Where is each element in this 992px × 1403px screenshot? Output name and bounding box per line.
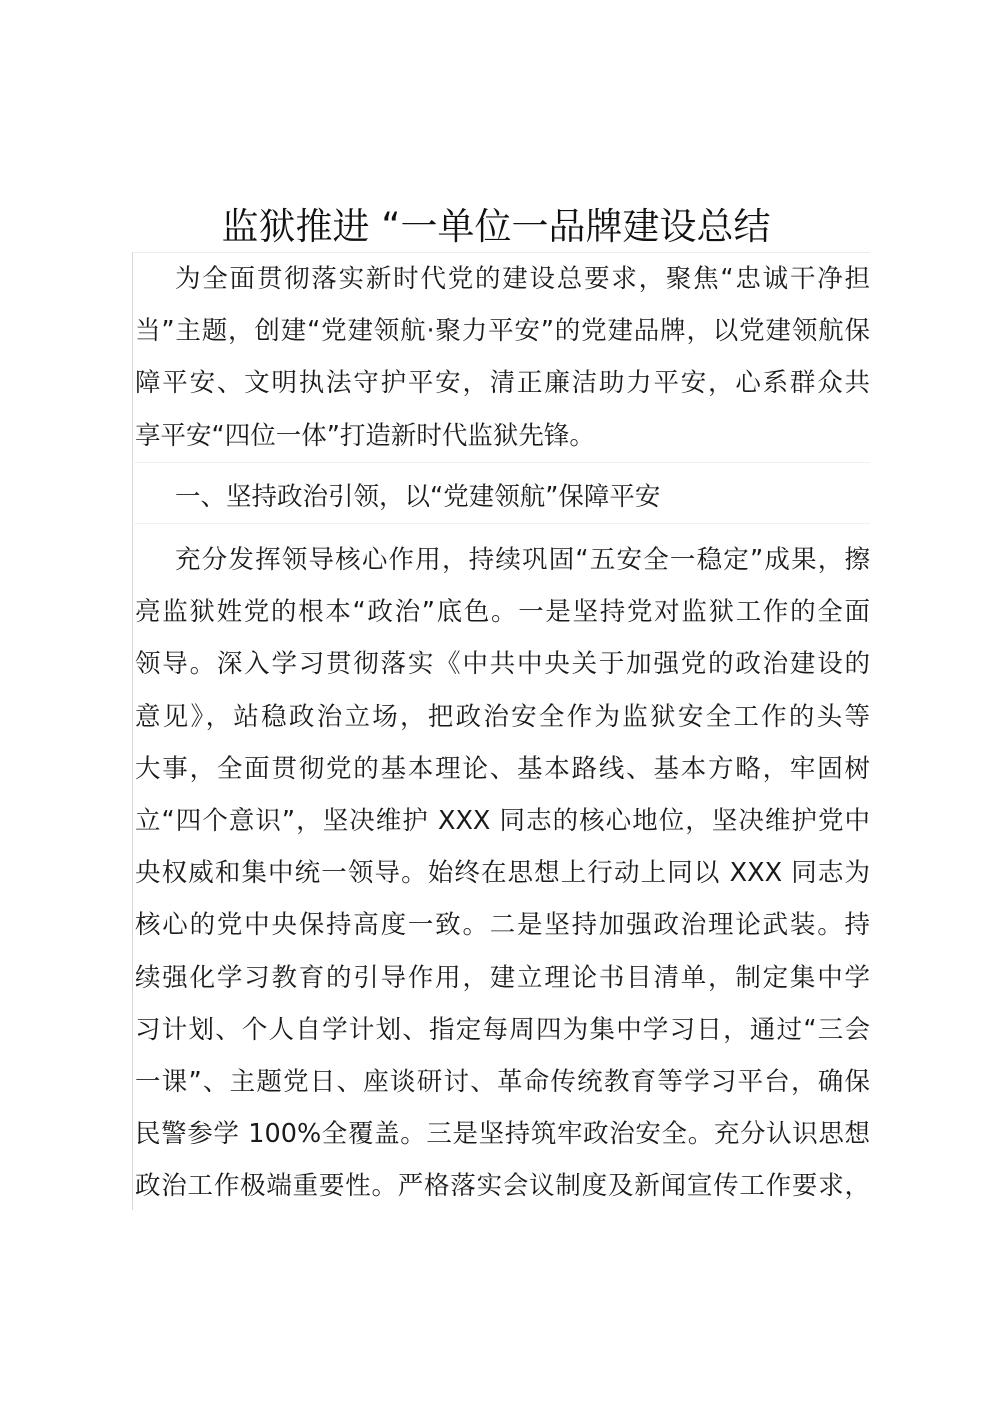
text-line: 当”主题，创建“党建领航·聚力平安”的党建品牌，以党建领航保	[135, 316, 870, 347]
margin-rule-left	[132, 252, 133, 1210]
paragraph-intro	[135, 253, 870, 462]
text-line: 亮监狱姓党的根本“政治”底色。一是坚持党对监狱工作的全面	[135, 597, 870, 628]
text-line: 意见》，站稳政治立场，把政治安全作为监狱安全工作的头等	[135, 701, 870, 732]
text-line: 为全面贯彻落实新时代党的建设总要求，聚焦“忠诚干净担	[175, 264, 870, 294]
paragraph-section-1	[135, 534, 870, 1212]
paragraph-separator	[132, 462, 870, 463]
text-line: 民警参学 100%全覆盖。三是坚持筑牢政治安全。充分认识思想	[135, 1119, 870, 1150]
text-line: 习计划、个人自学计划、指定每周四为集中学习日，通过“三会	[135, 1014, 870, 1045]
text-line: 政治工作极端重要性。严格落实会议制度及新闻宣传工作要求，	[135, 1171, 870, 1202]
text-line: 央权威和集中统一领导。始终在思想上行动上同以 XXX 同志为	[135, 858, 870, 889]
text-line: 核心的党中央保持高度一致。二是坚持加强政治理论武装。持	[135, 910, 870, 941]
text-line: 障平安、文明执法守护平安，清正廉洁助力平安，心系群众共	[135, 368, 870, 399]
text-line: 续强化学习教育的引导作用，建立理论书目清单，制定集中学	[135, 962, 870, 993]
text-line: 享平安“四位一体”打造新时代监狱先锋。	[135, 420, 595, 451]
text-line: 充分发挥领导核心作用，持续巩固“五安全一稳定”成果，擦	[175, 545, 870, 575]
text-line: 立“四个意识”，坚决维护 XXX 同志的核心地位，坚决维护党中	[135, 805, 870, 836]
text-line: 一课”、主题党日、座谈研讨、革命传统教育等学习平台，确保	[135, 1066, 870, 1097]
text-line: 大事，全面贯彻党的基本理论、基本路线、基本方略，牢固树	[135, 753, 870, 784]
section-heading-1	[135, 471, 870, 523]
section-heading-text: 一、坚持政治引领，以“党建领航”保障平安	[175, 482, 661, 512]
document-title: 监狱推进 “一单位一品牌建设总结	[221, 204, 771, 248]
text-line: 领导。深入学习贯彻落实《中共中央关于加强党的政治建设的	[135, 649, 870, 680]
